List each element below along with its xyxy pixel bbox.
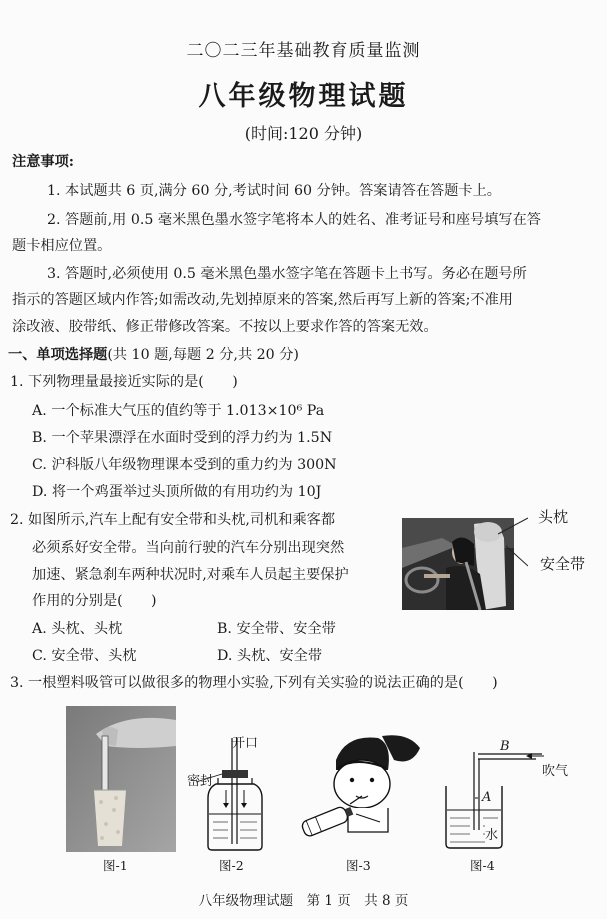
q1-option-d: D. 将一个鸡蛋举过头顶所做的有用功约为 10J (32, 484, 322, 500)
q3-stem: 3. 一根塑料吸管可以做很多的物理小实验,下列有关实验的说法正确的是( ) (10, 675, 498, 691)
q3-figure-3-drawing (296, 730, 430, 840)
q3-label-blow: 吹气 (542, 764, 569, 779)
q2-stem-line-3: 加速、紧急刹车两种状况时,对乘车人员起主要保护 (32, 567, 349, 583)
q2-label-seatbelt: 安全带 (540, 555, 586, 573)
section-heading-title: 一、单项选择题 (8, 347, 108, 363)
section-heading-note: (共 10 题,每题 2 分,共 20 分) (107, 347, 299, 363)
q3-label-open: 开口 (232, 736, 259, 751)
notice-line-4: 3. 答题时,必须使用 0.5 毫米黑色墨水签字笔在答题卡上书写。务必在题号所 (47, 266, 527, 282)
q3-caption-1: 图-1 (103, 858, 128, 873)
notice-line-3: 题卡相应位置。 (12, 238, 112, 254)
q1-stem: 1. 下列物理量最接近实际的是( ) (10, 374, 238, 390)
q2-option-a: A. 头枕、头枕 (32, 621, 123, 637)
q3-label-sealed: 密封 (187, 774, 214, 789)
q3-figure-1-photo (66, 706, 176, 852)
exam-time: (时间:120 分钟) (244, 124, 363, 143)
q2-option-c: C. 安全带、头枕 (32, 648, 137, 664)
exam-name: 二〇二三年基础教育质量监测 (186, 41, 421, 61)
q3-caption-3: 图-3 (346, 858, 371, 873)
section-heading (8, 345, 299, 365)
notice-line-5: 指示的答题区域内作答;如需改动,先划掉原来的答案,然后再写上新的答案;不准用 (12, 292, 513, 308)
q2-option-d: D. 头枕、安全带 (217, 648, 323, 664)
q2-option-b: B. 安全带、安全带 (217, 621, 336, 637)
notice-line-2: 2. 答题前,用 0.5 毫米黑色墨水签字笔将本人的姓名、准考证号和座号填写在答 (47, 212, 541, 228)
q3-caption-2: 图-2 (219, 858, 244, 873)
page-title: 八年级物理试题 (198, 81, 409, 112)
q2-stem-line-4: 作用的分别是( ) (32, 593, 157, 609)
q2-stem-line-1: 2. 如图所示,汽车上配有安全带和头枕,司机和乘客都 (10, 512, 336, 528)
notice-heading: 注意事项: (12, 154, 74, 170)
q1-option-a: A. 一个标准大气压的值约等于 1.013×10⁶ Pa (32, 403, 325, 419)
page-footer: 八年级物理试题 第 1 页 共 8 页 (198, 893, 409, 909)
q2-stem-line-2: 必须系好安全带。当向前行驶的汽车分别出现突然 (32, 540, 345, 556)
q3-label-b: B (500, 739, 510, 754)
notice-line-6: 涂改液、胶带纸、修正带修改答案。不按以上要求作答的答案无效。 (12, 319, 438, 335)
q2-label-headrest: 头枕 (538, 508, 569, 526)
q3-label-water: 水 (485, 824, 498, 843)
q3-caption-4: 图-4 (470, 858, 495, 873)
q1-option-b: B. 一个苹果漂浮在水面时受到的浮力约为 1.5N (32, 430, 333, 446)
q1-option-c: C. 沪科版八年级物理课本受到的重力约为 300N (32, 457, 337, 473)
notice-line-1: 1. 本试题共 6 页,满分 60 分,考试时间 60 分钟。答案请答在答题卡上。 (47, 183, 501, 199)
q2-callout-lines (498, 512, 528, 572)
q3-label-a: A (482, 790, 492, 805)
